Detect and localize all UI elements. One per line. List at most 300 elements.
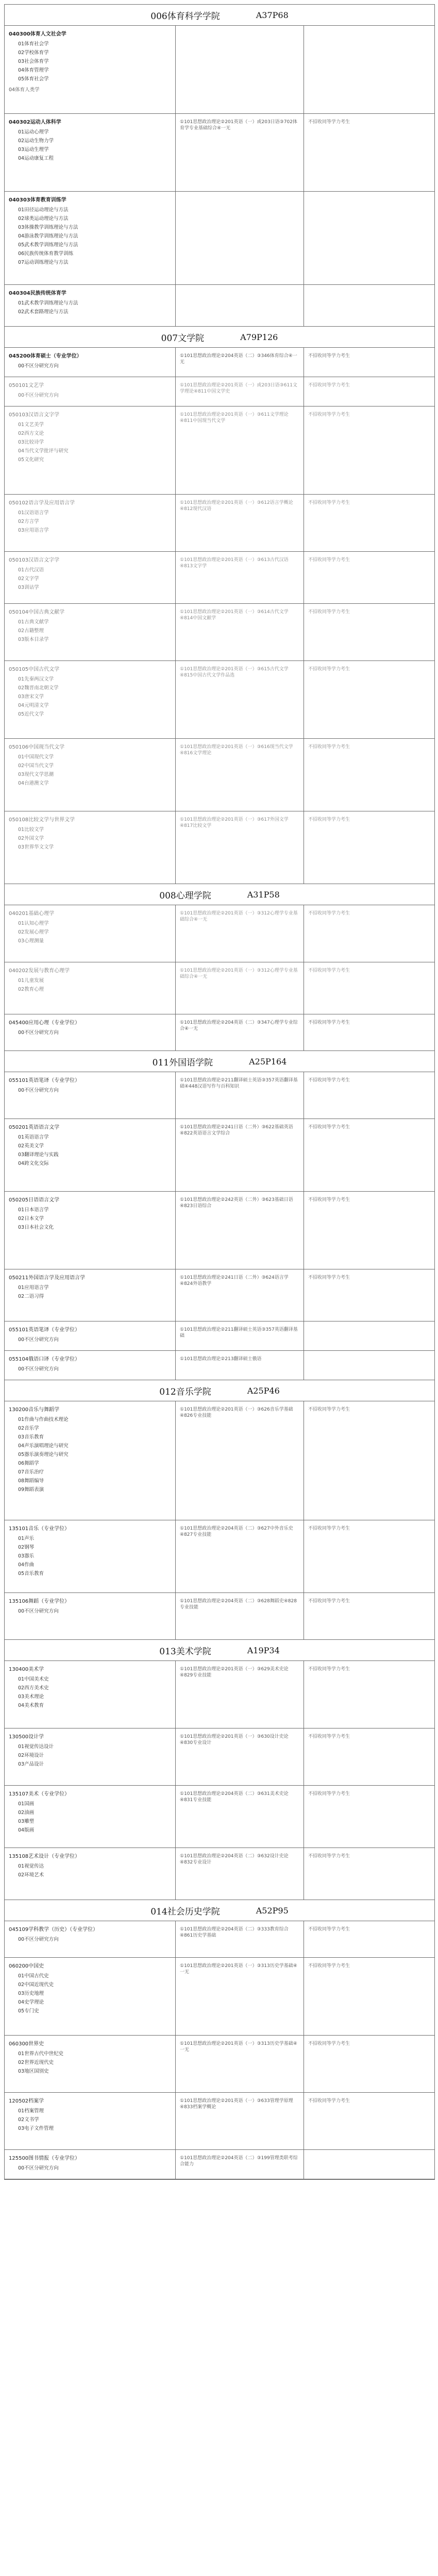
research-direction: 01运动心理学 (18, 129, 49, 135)
exam-subjects: ①101思想政治理论②201英语（一）③312心理学专业基础综合④一无 (180, 968, 298, 979)
department-name: 013美术学院 (159, 1646, 211, 1657)
research-direction: 03器乐 (18, 1553, 35, 1559)
major-title: 050205日语语言文学 (9, 1197, 60, 1203)
research-direction: 02油画 (18, 1810, 35, 1816)
exam-subjects-cell (176, 2093, 304, 2149)
major-title: 040202发展与教育心理学 (9, 968, 70, 974)
research-direction: 01田径运动理论与方法 (18, 207, 69, 213)
table-row (5, 1786, 434, 1848)
exam-subjects-cell (176, 1321, 304, 1350)
department-code: A52P95 (256, 1905, 289, 1916)
table-row (5, 1351, 434, 1380)
department-code: A37P68 (256, 10, 289, 20)
exam-subjects-cell (176, 962, 304, 1014)
table-row (5, 495, 434, 552)
major-title: 135101音乐（专业学位） (9, 1526, 70, 1532)
table-row (5, 905, 434, 962)
exam-subjects: ①101思想政治理论②204英语（二）③631美术史论④831专业技能 (180, 1791, 289, 1803)
department-code: A25P164 (249, 1056, 287, 1066)
remarks-cell (304, 1958, 434, 2035)
table-row (5, 1321, 434, 1351)
remarks-text: 不招收同等学力考生 (308, 1791, 350, 1797)
major-cell (5, 1119, 176, 1191)
research-direction: 03体操教学训练理论与方法 (18, 225, 78, 230)
research-direction: 03地区国别史 (18, 2069, 49, 2074)
exam-subjects-cell (176, 552, 304, 603)
major-title: 050211外国语言学及应用语言学 (9, 1275, 86, 1281)
research-direction: 00不区分研究方向 (18, 1608, 59, 1614)
remarks-text: 不招收同等学力考生 (308, 1599, 350, 1604)
remarks-cell (304, 1921, 434, 1957)
research-direction: 02世界近现代史 (18, 2060, 54, 2065)
research-direction: 04美术教育 (18, 1703, 44, 1708)
research-direction: 03雕塑 (18, 1819, 35, 1824)
exam-subjects-cell (176, 1269, 304, 1321)
exam-subjects: ①101思想政治理论②211翻译硕士英语③357英语翻译基础 (180, 1327, 298, 1338)
major-title: 135106舞蹈（专业学位） (9, 1599, 70, 1604)
major-title: 050102语言学及应用语言学 (9, 500, 75, 506)
research-direction: 02日本文学 (18, 1216, 44, 1222)
research-direction: 04台港澳文学 (18, 781, 49, 786)
remarks-text: 不招收同等学力考生 (308, 1078, 350, 1083)
remarks-text: 不招收同等学力考生 (308, 1526, 350, 1531)
exam-subjects-cell (176, 495, 304, 551)
exam-subjects: ①101思想政治理论②204英语（二）③346体育综合④一无 (180, 353, 297, 365)
research-direction: 03日本社会文化 (18, 1225, 54, 1230)
research-direction: 02外国文学 (18, 836, 44, 841)
research-direction: 03产品设计 (18, 1761, 44, 1767)
remarks-text: 不招收同等学力考生 (308, 2098, 350, 2104)
major-title: 040201基础心理学 (9, 911, 55, 917)
major-title: 120502档案学 (9, 2098, 44, 2104)
department-name: 012音乐学院 (159, 1386, 211, 1397)
major-footnote: 04体育人类学 (9, 87, 40, 93)
research-direction: 01世界古代中世纪史 (18, 2051, 64, 2057)
research-direction: 06民族传统体育教学训练 (18, 251, 74, 257)
exam-subjects: ①101思想政治理论②211翻译硕士英语③357英语翻译基础④448汉语写作与百科知识 (180, 1078, 298, 1089)
remarks-text: 不招收同等学力考生 (308, 1020, 350, 1025)
exam-subjects: ①101思想政治理论②201英语（一）或203日语③611文学理论④811中国文学史 (180, 383, 297, 394)
remarks-text: 不招收同等学力考生 (308, 1963, 350, 1969)
research-direction: 04跨文化交际 (18, 1161, 49, 1166)
research-direction: 05近代文学 (18, 711, 44, 717)
major-title: 045200体育硕士（专业学位） (9, 353, 82, 359)
table-row (5, 1728, 434, 1786)
exam-subjects: ①101思想政治理论②204英语（二）③333教育综合④861历史学基础 (180, 1927, 289, 1938)
research-direction: 06舞蹈学 (18, 1461, 39, 1466)
exam-subjects: ①101思想政治理论②201英语（一）③629美术史论④829专业技能 (180, 1667, 289, 1678)
major-cell (5, 377, 176, 406)
major-title: 050108比较文学与世界文学 (9, 817, 75, 823)
remarks-cell (304, 811, 434, 884)
major-cell (5, 1848, 176, 1900)
exam-subjects-cell (176, 192, 304, 284)
remarks-text: 不招收同等学力考生 (308, 2041, 350, 2046)
department-name: 008心理学院 (159, 890, 211, 901)
major-title: 040303体育教育训练学 (9, 197, 66, 203)
exam-subjects-cell (176, 1848, 304, 1900)
department-name: 007文学院 (161, 333, 205, 344)
exam-subjects-cell (176, 1921, 304, 1957)
remarks-cell (304, 285, 434, 326)
research-direction: 02二语习得 (18, 1294, 44, 1299)
research-direction: 09舞蹈表演 (18, 1487, 44, 1493)
major-cell (5, 192, 176, 284)
table-row (5, 192, 434, 285)
table-row (5, 1072, 434, 1119)
major-cell (5, 2093, 176, 2149)
major-cell (5, 348, 176, 377)
table-row (5, 1661, 434, 1728)
major-title: 135107美术（专业学位） (9, 1791, 70, 1797)
remarks-cell (304, 552, 434, 603)
major-title: 050201英语语言文学 (9, 1125, 60, 1130)
exam-subjects-cell (176, 26, 304, 113)
remarks-cell (304, 1321, 434, 1350)
research-direction: 02西方美术史 (18, 1685, 49, 1691)
research-direction: 00不区分研究方向 (18, 363, 59, 369)
research-direction: 01中国美术史 (18, 1676, 49, 1682)
exam-subjects-cell (176, 1119, 304, 1191)
department-name: 011外国语学院 (152, 1057, 213, 1068)
remarks-cell (304, 1520, 434, 1592)
major-cell (5, 552, 176, 603)
major-title: 130400美术学 (9, 1667, 44, 1672)
exam-subjects-cell (176, 1192, 304, 1269)
remarks-text: 不招收同等学力考生 (308, 1407, 350, 1412)
research-direction: 01视觉传达设计 (18, 1744, 54, 1750)
table-row (5, 1192, 434, 1269)
major-cell (5, 811, 176, 884)
research-direction: 04作曲 (18, 1562, 35, 1568)
exam-subjects-cell (176, 1014, 304, 1050)
research-direction: 03世界华文文学 (18, 844, 54, 850)
exam-subjects-cell (176, 1520, 304, 1592)
remarks-cell (304, 1728, 434, 1785)
table-row (5, 2036, 434, 2093)
remarks-text: 不招收同等学力考生 (308, 609, 350, 615)
remarks-cell (304, 604, 434, 660)
exam-subjects-cell (176, 1661, 304, 1728)
exam-subjects-cell (176, 739, 304, 811)
table-row (5, 406, 434, 495)
research-direction: 00不区分研究方向 (18, 1030, 59, 1036)
research-direction: 01体育社会学 (18, 41, 49, 47)
exam-subjects-cell (176, 2036, 304, 2092)
exam-subjects: ①101思想政治理论②204英语（二）③199管理类联考综合能力 (180, 2156, 298, 2167)
department-code: A25P46 (247, 1385, 280, 1396)
major-title: 050101文艺学 (9, 383, 44, 388)
remarks-cell (304, 2036, 434, 2092)
remarks-cell (304, 114, 434, 191)
remarks-text: 不招收同等学力考生 (308, 744, 350, 750)
remarks-cell (304, 905, 434, 962)
research-direction: 04史学理论 (18, 1999, 44, 2005)
research-direction: 00不区分研究方向 (18, 2165, 59, 2171)
table-row (5, 811, 434, 884)
research-direction: 03唐宋文学 (18, 694, 44, 700)
research-direction: 03比较诗学 (18, 439, 44, 445)
exam-subjects: ①101思想政治理论②201英语（一）③633管理学原理④833档案学概论 (180, 2098, 293, 2110)
remarks-text: 不招收同等学力考生 (308, 1854, 350, 1859)
exam-subjects: ①101思想政治理论②201英语（一）③613古代汉语④813文字学 (180, 557, 289, 569)
exam-subjects-cell (176, 285, 304, 326)
exam-subjects: ①101思想政治理论②201英语（一）或203日语③702体育学专业基础综合④一无 (180, 120, 297, 131)
research-direction: 04元明清文学 (18, 703, 49, 708)
research-direction: 01中国古代史 (18, 1973, 49, 1979)
research-direction: 03现代文学思潮 (18, 772, 54, 777)
remarks-text: 不招收同等学力考生 (308, 120, 350, 125)
table-row (5, 962, 434, 1014)
exam-subjects: ①101思想政治理论②201英语（一）③612语言学概论④812现代汉语 (180, 500, 293, 512)
exam-subjects-cell (176, 905, 304, 962)
research-direction: 03应用语言学 (18, 528, 49, 533)
table-row (5, 1848, 434, 1900)
exam-subjects-cell (176, 1593, 304, 1639)
remarks-cell (304, 1072, 434, 1118)
research-direction: 02魏晋南北朝文学 (18, 685, 59, 691)
major-cell (5, 26, 176, 113)
major-cell (5, 1958, 176, 2035)
exam-subjects: ①101思想政治理论②204英语（二）③628舞蹈史④828专业技能 (180, 1599, 297, 1610)
table-row (5, 1593, 434, 1640)
table-row (5, 1520, 434, 1593)
research-direction: 04版画 (18, 1827, 35, 1833)
major-cell (5, 1786, 176, 1848)
research-direction: 00不区分研究方向 (18, 393, 59, 398)
research-direction: 07音乐治疗 (18, 1469, 44, 1475)
table-row (5, 377, 434, 406)
major-cell (5, 962, 176, 1014)
research-direction: 05文化研究 (18, 457, 44, 463)
exam-subjects: ①101思想政治理论②204英语（二）③347心理学专业综合④一无 (180, 1020, 298, 1031)
research-direction: 04当代文学批评与研究 (18, 448, 69, 454)
major-cell (5, 739, 176, 811)
department-header (5, 1640, 434, 1661)
exam-subjects: ①101思想政治理论②201英语（一）③626音乐学基础④826专业技能 (180, 1407, 293, 1418)
remarks-cell (304, 1119, 434, 1191)
research-direction: 05武术教学训练理论与方法 (18, 242, 78, 248)
major-title: 040304民族传统体育学 (9, 291, 66, 296)
remarks-cell (304, 26, 434, 113)
table-row (5, 348, 434, 377)
table-row (5, 661, 434, 739)
research-direction: 03音乐教育 (18, 1434, 44, 1440)
research-direction: 01古代汉语 (18, 567, 44, 573)
remarks-text: 不招收同等学力考生 (308, 817, 350, 822)
research-direction: 02中国当代文学 (18, 763, 54, 769)
major-title: 060300世界史 (9, 2041, 44, 2047)
research-direction: 01日本语言学 (18, 1207, 49, 1213)
remarks-text: 不招收同等学力考生 (308, 911, 350, 916)
exam-subjects-cell (176, 377, 304, 406)
research-direction: 02西方文论 (18, 431, 44, 436)
research-direction: 01古典文献学 (18, 619, 49, 625)
research-direction: 01先秦两汉文学 (18, 676, 54, 682)
research-direction: 02环境艺术 (18, 1872, 44, 1878)
major-title: 050104中国古典文献学 (9, 609, 65, 615)
remarks-text: 不招收同等学力考生 (308, 353, 350, 359)
department-code: A79P126 (240, 332, 278, 342)
research-direction: 03社会体育学 (18, 59, 49, 64)
remarks-cell (304, 2093, 434, 2149)
major-cell (5, 114, 176, 191)
research-direction: 04游泳教学训练理论与方法 (18, 233, 78, 239)
major-title: 050106中国现当代文学 (9, 744, 65, 750)
major-cell (5, 905, 176, 962)
research-direction: 03运动生理学 (18, 147, 49, 152)
table-row (5, 1958, 434, 2036)
exam-subjects: ①101思想政治理论②201英语（一）③616现当代文学④816文学理论 (180, 744, 293, 756)
research-direction: 00不区分研究方向 (18, 1937, 59, 1942)
major-cell (5, 661, 176, 738)
department-header (5, 884, 434, 905)
exam-subjects-cell (176, 1401, 304, 1520)
table-row (5, 1269, 434, 1321)
exam-subjects: ①101思想政治理论②201英语（一）③312心理学专业基础综合④一无 (180, 911, 298, 922)
major-cell (5, 604, 176, 660)
major-title: 050103汉语言文字学 (9, 557, 60, 563)
exam-subjects: ①101思想政治理论②201英语（一）③630设计史论④830专业设计 (180, 1734, 289, 1745)
research-direction: 02中国近现代史 (18, 1982, 54, 1988)
table-row (5, 1921, 434, 1958)
research-direction: 00不区分研究方向 (18, 1337, 59, 1343)
table-row (5, 285, 434, 327)
research-direction: 02武术套路理论与方法 (18, 309, 69, 315)
table-row (5, 26, 434, 114)
department-header (5, 327, 434, 348)
major-title: 055101英语笔译（专业学位） (9, 1327, 80, 1333)
remarks-text: 不招收同等学力考生 (308, 557, 350, 563)
remarks-cell (304, 1192, 434, 1269)
department-header (5, 5, 434, 26)
research-direction: 02环境设计 (18, 1753, 44, 1758)
remarks-cell (304, 661, 434, 738)
research-direction: 01武术教学训练理论与方法 (18, 300, 78, 306)
research-direction: 01应用语言学 (18, 1285, 49, 1291)
exam-subjects: ①101思想政治理论②213翻译硕士俄语 (180, 1357, 262, 1362)
major-title: 050105中国古代文学 (9, 667, 60, 672)
exam-subjects: ①101思想政治理论②201英语（一）③615古代文学④815中国古代文学作品选 (180, 667, 289, 678)
research-direction: 03电子文件管理 (18, 2126, 54, 2131)
major-cell (5, 1192, 176, 1269)
exam-subjects: ①101思想政治理论②201英语（一）③313历史学基础④一无 (180, 2041, 297, 2053)
remarks-cell (304, 377, 434, 406)
major-cell (5, 2150, 176, 2179)
remarks-text: 不招收同等学力考生 (308, 1275, 350, 1280)
table-row (5, 604, 434, 661)
research-direction: 02学校体育学 (18, 50, 49, 56)
remarks-text: 不招收同等学力考生 (308, 412, 350, 417)
exam-subjects: ①101思想政治理论②241日语（二外）③624语言学④824外语教学 (180, 1275, 289, 1286)
major-cell (5, 1921, 176, 1957)
research-direction: 03历史地理 (18, 1991, 44, 1996)
remarks-cell (304, 1401, 434, 1520)
major-cell (5, 1072, 176, 1118)
table-row (5, 739, 434, 811)
research-direction: 03心理测量 (18, 938, 44, 944)
major-cell (5, 1401, 176, 1520)
major-cell (5, 2036, 176, 2092)
research-direction: 01英语语言学 (18, 1134, 49, 1140)
research-direction: 04声乐演唱理论与研究 (18, 1443, 69, 1449)
table-row (5, 2093, 434, 2150)
research-direction: 02古籍整理 (18, 628, 44, 634)
table-row (5, 552, 434, 604)
remarks-text: 不招收同等学力考生 (308, 1125, 350, 1130)
department-header (5, 1900, 434, 1921)
research-direction: 03训诂学 (18, 585, 39, 590)
remarks-cell (304, 1848, 434, 1900)
table-row (5, 1014, 434, 1051)
research-direction: 01儿童发展 (18, 978, 44, 984)
exam-subjects-cell (176, 1958, 304, 2035)
major-cell (5, 495, 176, 551)
research-direction: 02球类运动理论与方法 (18, 216, 69, 222)
department-header (5, 1051, 434, 1072)
major-title: 055104俄语口译（专业学位） (9, 1357, 80, 1362)
major-cell (5, 1728, 176, 1785)
major-title: 130200音乐与舞蹈学 (9, 1407, 60, 1413)
remarks-text: 不招收同等学力考生 (308, 1197, 350, 1202)
exam-subjects-cell (176, 604, 304, 660)
remarks-cell (304, 495, 434, 551)
major-title: 060200中国史 (9, 1963, 44, 1969)
remarks-cell (304, 1014, 434, 1050)
remarks-text: 不招收同等学力考生 (308, 1667, 350, 1672)
research-direction: 05体育社会学 (18, 76, 49, 82)
exam-subjects-cell (176, 811, 304, 884)
major-cell (5, 1269, 176, 1321)
research-direction: 00不区分研究方向 (18, 1088, 59, 1093)
major-cell (5, 285, 176, 326)
exam-subjects: ①101思想政治理论②201英语（一）③313历史学基础④一无 (180, 1963, 297, 1975)
research-direction: 02教育心理 (18, 987, 44, 992)
remarks-cell (304, 962, 434, 1014)
research-direction: 02方言学 (18, 519, 39, 524)
research-direction: 02英美文学 (18, 1143, 44, 1149)
research-direction: 01中国现代文学 (18, 754, 54, 760)
major-cell (5, 1661, 176, 1728)
remarks-cell (304, 1351, 434, 1380)
exam-subjects-cell (176, 1728, 304, 1785)
exam-subjects-cell (176, 2150, 304, 2179)
major-title: 040300体育人文社会学 (9, 31, 66, 37)
exam-subjects-cell (176, 1072, 304, 1118)
remarks-cell (304, 739, 434, 811)
major-title: 055101英语笔译（专业学位） (9, 1078, 80, 1083)
research-direction: 05专门史 (18, 2008, 39, 2014)
major-cell (5, 1321, 176, 1350)
department-name: 014社会历史学院 (150, 1906, 220, 1917)
research-direction: 00不区分研究方向 (18, 1366, 59, 1372)
exam-subjects: ①101思想政治理论②242英语（二外）③623基础日语④823日语综合 (180, 1197, 293, 1209)
table-row (5, 2150, 434, 2179)
exam-subjects: ①101思想政治理论②201英语（一）③611文学理论④811中国现当代文学 (180, 412, 289, 423)
exam-subjects-cell (176, 661, 304, 738)
research-direction: 02文字学 (18, 576, 39, 582)
research-direction: 05器乐演奏理论与研究 (18, 1452, 69, 1458)
research-direction: 02发展心理学 (18, 929, 49, 935)
remarks-cell (304, 1786, 434, 1848)
research-direction: 04体育管理学 (18, 67, 49, 73)
remarks-text: 不招收同等学力考生 (308, 1927, 350, 1932)
research-direction: 02钢琴 (18, 1545, 35, 1550)
department-name: 006体育科学学院 (150, 11, 220, 22)
remarks-cell (304, 406, 434, 494)
research-direction: 01比较文学 (18, 827, 44, 833)
research-direction: 01档案管理 (18, 2108, 44, 2114)
